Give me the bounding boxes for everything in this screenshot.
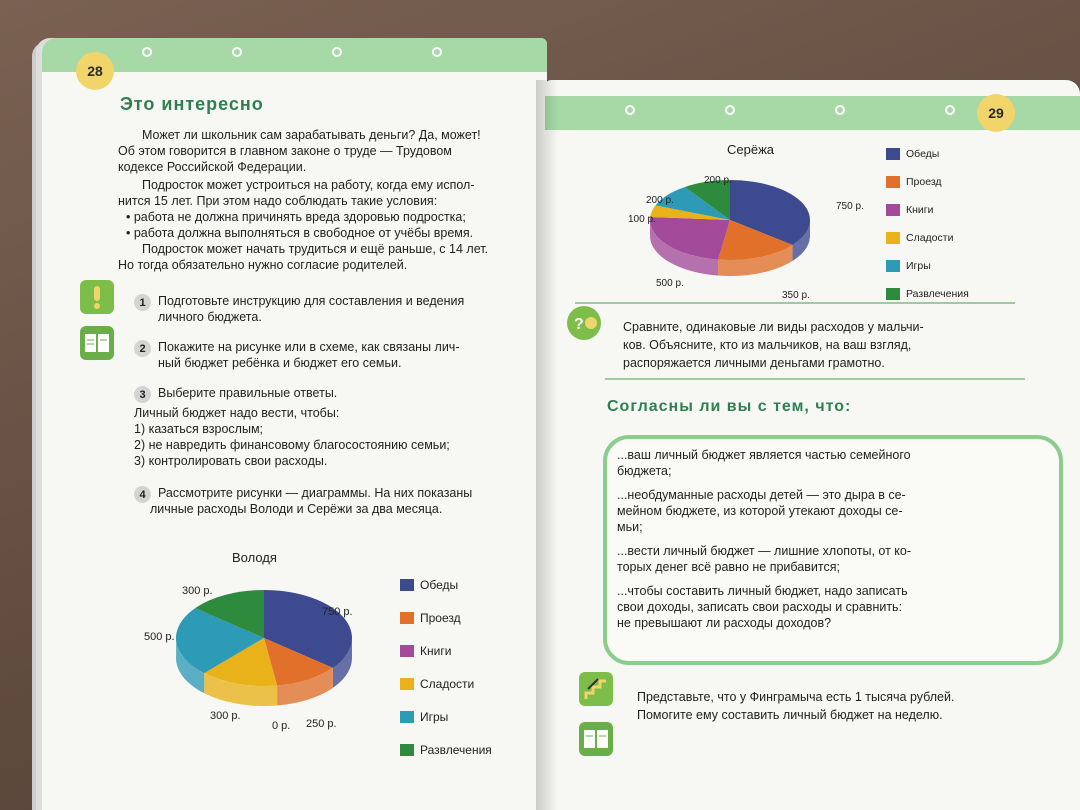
agree-line: ...чтобы составить личный бюджет, надо записать: [617, 584, 908, 598]
task-line: личного бюджета.: [158, 310, 262, 324]
band-ring-icon: [332, 47, 342, 57]
data-label-seryozha: 350 р.: [782, 290, 810, 301]
legend-swatch: [400, 612, 414, 624]
book-icon: [579, 722, 613, 756]
left-page: [42, 38, 547, 810]
band-ring-icon: [945, 105, 955, 115]
intro-line: Подросток может начать трудиться и ещё раньше, с 14 лет.: [142, 242, 489, 256]
legend-item: [886, 176, 942, 188]
data-label-seryozha: 750 р.: [836, 201, 864, 212]
legend-item: [400, 644, 451, 658]
legend-item: [886, 148, 939, 160]
intro-line: Об этом говорится в главном законе о труде — Трудовом: [118, 144, 452, 158]
page-number-left: 28: [76, 52, 114, 90]
legend-item: [400, 743, 492, 757]
task-line: Покажите на рисунке или в схеме, как связаны лич-: [158, 340, 460, 354]
band-ring-icon: [232, 47, 242, 57]
legend-label: Игры: [906, 260, 931, 272]
task-line: Выберите правильные ответы.: [158, 386, 338, 400]
legend-label: Проезд: [906, 176, 942, 188]
task-number-badge: 4: [134, 486, 151, 503]
agree-line: ...вести личный бюджет — лишние хлопоты, от ко-: [617, 544, 912, 558]
task3-line: 1) казаться взрослым;: [134, 422, 264, 436]
intro-line: • работа должна выполняться в свободное от учёбы время.: [126, 226, 474, 240]
agree-line: бюджета;: [617, 464, 672, 478]
intro-line: Подросток может устроиться на работу, когда ему испол-: [142, 178, 475, 192]
pie-chart-seryozha: [545, 130, 1080, 330]
legend-swatch: [886, 260, 900, 272]
legend-swatch: [400, 579, 414, 591]
legend-item: [400, 677, 474, 691]
compare-line: ков. Объясните, кто из мальчиков, на ваш взгляд,: [623, 338, 912, 352]
legend-item: [400, 611, 461, 625]
task-number-badge: 1: [134, 294, 151, 311]
data-label-seryozha: 200 р.: [704, 175, 732, 186]
final-task-line: Представьте, что у Финграмыча есть 1 тысяча рублей.: [637, 690, 955, 704]
task-line: Подготовьте инструкцию для составления и ведения: [158, 294, 465, 308]
agree-line: ...ваш личный бюджет является частью семейного: [617, 448, 911, 462]
legend-label: Книги: [420, 644, 452, 658]
legend-label: Обеды: [906, 148, 940, 160]
intro-line: Может ли школьник сам зарабатывать деньги? Да, может!: [142, 128, 481, 142]
book-icon: [80, 326, 114, 360]
legend-item: [400, 578, 458, 592]
data-label-volodya: 250 р.: [306, 718, 337, 730]
legend-swatch: [886, 176, 900, 188]
legend-item: [886, 204, 933, 216]
data-label-seryozha: 500 р.: [656, 278, 684, 289]
header-band-left: [42, 38, 547, 72]
svg-text:?: ?: [574, 316, 584, 333]
task-number-badge: 3: [134, 386, 151, 403]
data-label-seryozha: 100 р.: [628, 214, 656, 225]
agree-line: ...необдуманные расходы детей — это дыра в се-: [617, 488, 906, 502]
intro-line: нится 15 лет. При этом надо соблюдать такие условия:: [118, 194, 438, 208]
agree-line: торых денег всё равно не прибавится;: [617, 560, 840, 574]
legend-swatch: [400, 678, 414, 690]
page-number-right: 29: [977, 94, 1015, 132]
legend-item: [886, 288, 969, 300]
legend-label: Сладости: [906, 232, 954, 244]
legend-label: Проезд: [420, 611, 461, 625]
task-number-badge: 2: [134, 340, 151, 357]
agree-line: свои доходы, записать свои расходы и сравнить:: [617, 600, 903, 614]
legend-swatch: [886, 232, 900, 244]
legend-label: Развлечения: [420, 743, 492, 757]
final-task-line: Помогите ему составить личный бюджет на неделю.: [637, 708, 943, 722]
stairs-arrow-icon: [579, 672, 613, 706]
compare-line: Сравните, одинаковые ли виды расходов у мальчи-: [623, 320, 924, 334]
legend-item: [886, 260, 931, 272]
exclamation-icon: [80, 280, 114, 314]
divider: [575, 302, 1015, 304]
compare-line: распоряжается личными деньгами грамотно.: [623, 356, 885, 370]
task3-line: 2) не навредить финансовому благосостоянию семьи;: [134, 438, 450, 452]
band-ring-icon: [725, 105, 735, 115]
intro-line: кодексе Российской Федерации.: [118, 160, 307, 174]
book-gutter: [536, 80, 558, 810]
legend-label: Книги: [906, 204, 934, 216]
legend-swatch: [400, 645, 414, 657]
data-label-seryozha: 200 р.: [646, 195, 674, 206]
agree-line: мейном бюджете, из которой утекают доходы се-: [617, 504, 903, 518]
chart-title-seryozha: Серёжа: [727, 142, 775, 157]
intro-line: Но тогда обязательно нужно согласие родителей.: [118, 258, 408, 272]
band-ring-icon: [835, 105, 845, 115]
task-line: ный бюджет ребёнка и бюджет его семьи.: [158, 356, 402, 370]
legend-label: Сладости: [420, 677, 475, 691]
band-ring-icon: [625, 105, 635, 115]
legend-swatch: [886, 148, 900, 160]
legend-swatch: [886, 288, 900, 300]
data-label-volodya: 500 р.: [144, 631, 175, 643]
agree-line: мьи;: [617, 520, 643, 534]
legend-label: Развлечения: [906, 288, 969, 300]
divider: [605, 378, 1025, 380]
band-ring-icon: [432, 47, 442, 57]
task3-line: Личный бюджет надо вести, чтобы:: [134, 406, 340, 420]
task-line: личные расходы Володи и Серёжи за два месяца.: [150, 502, 443, 516]
data-label-volodya: 0 р.: [272, 720, 291, 732]
chart-title-volodya: Володя: [232, 550, 277, 565]
legend-swatch: [400, 711, 414, 723]
legend-item: [886, 232, 953, 244]
legend-swatch: [400, 744, 414, 756]
legend-label: Игры: [420, 710, 449, 724]
agree-title: Согласны ли вы с тем, что:: [607, 398, 852, 415]
data-label-volodya: 300 р.: [182, 585, 213, 597]
legend-swatch: [886, 204, 900, 216]
data-label-volodya: 300 р.: [210, 710, 241, 722]
band-ring-icon: [142, 47, 152, 57]
question-bubble-icon: [567, 306, 601, 340]
pie-chart-volodya: [42, 538, 547, 798]
intro-line: • работа не должна причинять вреда здоровью подростка;: [126, 210, 466, 224]
task3-line: 3) контролировать свои расходы.: [134, 454, 328, 468]
right-page: [545, 80, 1080, 810]
legend-label: Обеды: [420, 578, 459, 592]
data-label-volodya: 750 р.: [322, 606, 353, 618]
agree-line: не превышают ли расходы доходов?: [617, 616, 832, 630]
legend-item: [400, 710, 448, 724]
section-title-interesting: Это интересно: [120, 94, 264, 114]
task-line: Рассмотрите рисунки — диаграммы. На них показаны: [158, 486, 473, 500]
